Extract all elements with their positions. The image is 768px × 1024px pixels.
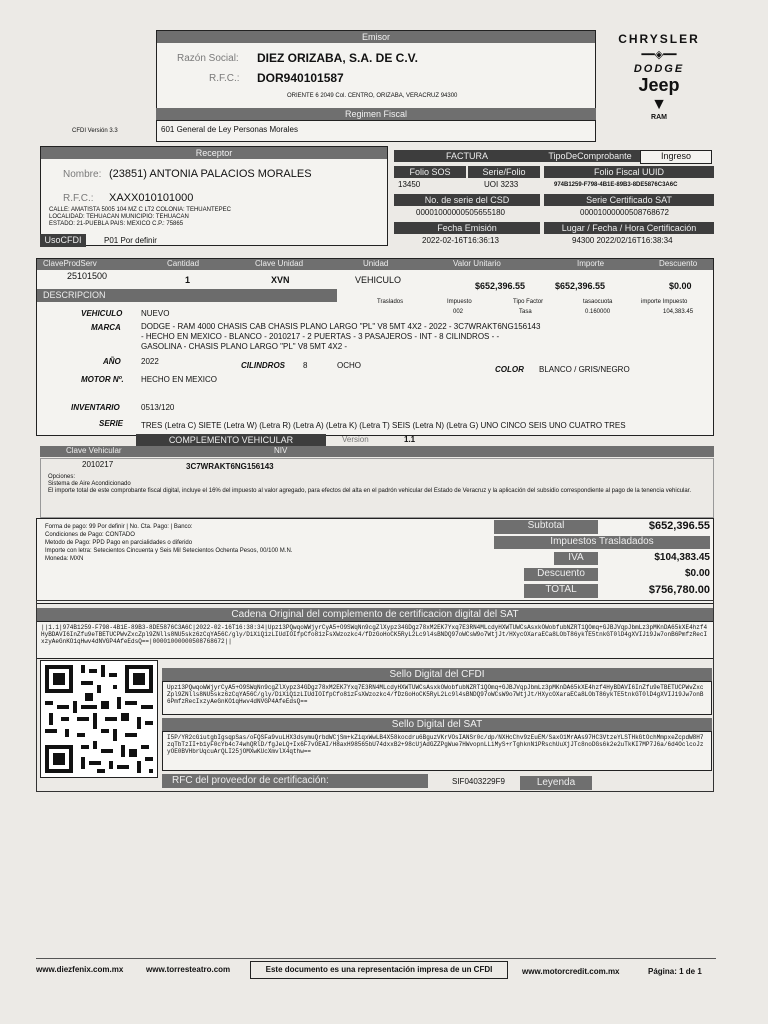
receptor-header: Receptor <box>41 147 387 159</box>
emisor-box <box>156 30 596 112</box>
chrysler-logo: CHRYSLER <box>618 32 700 46</box>
anio-label: AÑO <box>103 357 121 366</box>
leyenda-label: Leyenda <box>520 776 592 790</box>
clave-prod: 25101500 <box>67 271 108 281</box>
tax-tipo-factor: Tasa <box>519 309 532 315</box>
total: $756,780.00 <box>648 584 710 596</box>
emisor-rfc: DOR940101587 <box>257 71 344 85</box>
inventario-label: INVENTARIO <box>71 403 120 412</box>
rfc-proveedor-label: RFC del proveedor de certificación: <box>162 774 428 788</box>
regimen-header: Regimen Fiscal <box>156 108 596 120</box>
tipo-comprobante-label: TipoDeComprobante <box>540 150 640 162</box>
tipo-comprobante: Ingreso <box>640 150 712 164</box>
subtotal-label: Subtotal <box>494 520 598 534</box>
unidad: VEHICULO <box>355 275 402 285</box>
fecha-emision-label: Fecha Emisión <box>394 222 540 234</box>
importe-letra: Importe con letra: Setecientos Cincuenta y Seis Mil Setecientos Ochenta Pesos, 00/100 M.N. <box>45 548 293 554</box>
descripcion-header: DESCRIPCION <box>37 289 337 302</box>
col-descuento: Descuento <box>659 259 698 268</box>
impuestos-header: Impuestos Trasladados <box>494 536 710 549</box>
folio-fiscal-label: Folio Fiscal UUID <box>544 166 714 178</box>
tax-h-importe: importe Impuesto <box>641 299 688 305</box>
sello-sat-box <box>162 718 712 772</box>
cadena-box <box>36 608 714 660</box>
csd: 00001000000505655180 <box>416 208 505 217</box>
sello-cfdi-text: Upz13PQwqoWWjyrCyA5+O9SWqNn9cgZlXypz34GDgz78xM2EK7Yxq7E3RN4MLcdyHXWTUWCsAsxkOWobfubNZRT1QOmq+GJBJVqpJbmLz3pMKnDA65kXE4hzf4HyBDAVI6InZfu9eTBETUCPWvZxcZpl9ZNlls8NU5skz6zCqYA56C/gly/DiXiQ1zLIUdIOIfpCfo81zFsXWzozkc4/fDzGoHoCK5RyL2Lc9l4sBNDQ97oWCsW9o7WtjJt/HXycOXaraECa8LObT86ykTE5tnkGT0lD4gXVIJ19Jw7onB6PmfzRecIxzyAeGnKO1qHwv4dNVGP4AfeEdsQ== <box>162 681 712 715</box>
niv-value: 3C7WRAKT6NG156143 <box>186 462 274 471</box>
tax-h-tasa: tasaocuota <box>583 299 613 305</box>
ram-logo: RAM <box>651 114 667 121</box>
marca-value: DODGE - RAM 4000 CHASIS CAB CHASIS PLANO LARGO "PL" V8 5MT 4X2 - 2022 - 3C7WRAKT6NG156143 - HECHO EN MEXICO - BLANCO - 2010217 - 2 PUERTAS - 3 PASAJEROS - INT - 8 CILINDROS - - GASOLINA - CHASIS PLANO LARGO "PL" V8 5MT 4X2 - <box>141 322 541 351</box>
page-number: Página: 1 de 1 <box>648 967 702 976</box>
sello-cfdi-header: Sello Digital del CFDI <box>162 668 712 681</box>
razon-social: DIEZ ORIZABA, S.A. DE C.V. <box>257 51 418 65</box>
condiciones-pago: Condiciones de Pago: CONTADO <box>45 532 135 538</box>
anio-value: 2022 <box>141 357 159 366</box>
complemento-box <box>36 434 714 518</box>
footer-link-motorcredit[interactable]: www.motorcredit.com.mx <box>522 967 620 976</box>
tax-tasa: 0.160000 <box>585 309 611 315</box>
complemento-header: COMPLEMENTO VEHICULAR <box>136 434 326 446</box>
importe: $652,396.55 <box>555 281 606 291</box>
receptor-nombre: (23851) ANTONIA PALACIOS MORALES <box>109 168 312 180</box>
opciones: Opciones: <box>48 474 76 480</box>
serie-value: TRES (Letra C) SIETE (Letra W) (Letra R) (Letra A) (Letra K) (Letra T) SEIS (Letra N) (Letra G) UNO CINCO SEIS UNO CUATRO TRES <box>141 421 626 430</box>
qr-code-icon <box>41 661 157 777</box>
vehiculo-label: VEHICULO <box>81 309 123 318</box>
uso-cfdi-label: UsoCFDI <box>40 234 86 247</box>
motor-value: HECHO EN MEXICO <box>141 375 218 384</box>
sello-sat-header: Sello Digital del SAT <box>162 718 712 731</box>
tax-h-tipo-factor: Tipo Factor <box>513 299 544 305</box>
emisor-header: Emisor <box>157 31 595 43</box>
receptor-addr1: CALLE: AMATISTA 5005 104 MZ C LT2 COLONIA: TEHUANTEPEC <box>49 207 231 213</box>
folio-sos: 13450 <box>398 180 421 189</box>
serie-folio-label: Serie/Folio <box>468 166 540 178</box>
qr-code <box>40 660 158 778</box>
sello-sat-text: I5P/YR2cGiutgbIgsqpSas/oFQSFa9vuLHX3dsymuQrbdWCjSm+kZiqxWwLB4X58kocdru6BguzVKrVOsIANSr0c/dp/NXHcChv9zEuEM/SaxO1MrAAs97HC3VtzeYLSTHkGtOchMmpxeZcpdW8H7zqTbTzII+b1yF0cYb4c74whQRlD/fgJeLQ+Ix6F7vOEAI/H8axH98565bU74dxxB2+98cUjAdGZZPgWue7HWvopnLLiMyS+rTghknN1PRschUuXjJTc8noDGs6k2e2uTkKI7MP7J6a/6d4OclcoJzyOE0BVHbrUqcuArQLI25jOMXwKUcXmvlX4qthw== <box>162 731 712 771</box>
sistema-aire: Sistema de Aire Acondicionado <box>48 481 131 487</box>
descuento-row: $0.00 <box>669 281 692 291</box>
cadena-header: Cadena Original del complemento de certificacion digital del SAT <box>36 608 714 621</box>
inventario-value: 0513/120 <box>141 403 175 412</box>
descuento-total: $0.00 <box>684 568 710 579</box>
cilindros-num: 8 <box>303 361 308 370</box>
fecha-emision: 2022-02-16T16:36:13 <box>422 236 499 245</box>
col-clave-prod: ClaveProdServ <box>43 259 97 268</box>
brand-logos <box>604 32 714 142</box>
cert-sat-label: Serie Certificado SAT <box>544 194 714 206</box>
factura-box <box>394 150 718 250</box>
serie-folio: UOI 3233 <box>484 180 519 189</box>
niv-label: NIV <box>274 446 288 455</box>
iva: $104,383.45 <box>654 552 710 563</box>
col-valor-unitario: Valor Unitario <box>453 259 501 268</box>
cfdi-version: CFDI Versión 3.3 <box>72 128 118 134</box>
forma-pago: Forma de pago: 99 Por definir | No. Cta. Pago: | Banco: <box>45 524 193 530</box>
descuento-label: Descuento <box>524 568 598 581</box>
col-unidad: Unidad <box>363 259 389 268</box>
footer-link-diezfenix[interactable]: www.diezfenix.com.mx <box>36 965 124 974</box>
clave-vehicular: 2010217 <box>82 460 114 469</box>
receptor-addr3: ESTADO: 21-PUEBLA PAIS: MEXICO C.P.: 75865 <box>49 221 184 227</box>
sello-cfdi-box <box>162 668 712 716</box>
valor-unitario: $652,396.55 <box>475 281 526 291</box>
clave-unidad: XVN <box>271 275 290 285</box>
rfc-proveedor: SIF0403229F9 <box>452 777 505 786</box>
color-value: BLANCO / GRIS/NEGRO <box>539 365 630 374</box>
totales-box <box>494 520 712 604</box>
receptor-rfc: XAXX010101000 <box>109 192 194 204</box>
footer <box>36 958 716 988</box>
tax-importe: 104,383.45 <box>663 309 694 315</box>
cilindros-txt: OCHO <box>337 361 361 370</box>
folio-sos-label: Folio SOS <box>394 166 466 178</box>
tax-impuesto: 002 <box>453 309 464 315</box>
regimen-value: 601 General de Ley Personas Morales <box>156 120 596 142</box>
footer-link-torresteatro[interactable]: www.torresteatro.com <box>146 965 231 974</box>
marca-label: MARCA <box>91 323 121 332</box>
total-label: TOTAL <box>524 584 598 598</box>
csd-label: No. de serie del CSD <box>394 194 540 206</box>
iva-label: IVA <box>554 552 598 565</box>
cadena-text: ||1.1|974B1259-F798-4B1E-89B3-8DE5876C3A6C|2022-02-16T16:38:34|Upz13PQwqoWWjyrCyA5+O9SWqNn9cgZlXypz34GDgz78xM2EK7Yxq7E3RN4MLcdyHXWTUWCsAsxkOWobfubNZRT1QOmq+GJBJVqpJbmLz3pMKnDA65kXE4hzf4HyBDAVI6InZfu9eTBETUCPWvZxcZpl9ZNlls8NU5skz6zCqYA56C/gly/DiXiQ1zLIUdIOIfpCfo81zFsXWzozkc4/fDzGoHoCK5RyL2Lc9l4sBNDQ97oWCsW9o7WtjJt/HXycOXaraECa8LObT86ykTE5tnkGT0lD4gXVIJ19Jw7onB6PmfzRecIxzyAeGnKO1qHwv4dNVGP4AfeEdsQ==|00001000000508768672|| <box>36 621 714 659</box>
leyenda-iva: El importe total de este comprobante fiscal digital, incluye el 16% del impuesto al valor agregado, para efectos del alta en el padrón vehicular del Estado de Veracruz y la aplicación del subsidio correspondiente al pago de la tenencia vehicular. <box>48 488 692 494</box>
col-importe: Importe <box>577 259 605 268</box>
folio-fiscal: 974B1259-F798-4B1E-89B3-8DE5876C3A6C <box>554 182 678 188</box>
concepto-box <box>36 258 714 436</box>
subtotal: $652,396.55 <box>648 520 710 532</box>
metodo-pago: Metodo de Pago: PPD Pago en parcialidades o diferido <box>45 540 193 546</box>
cantidad: 1 <box>185 275 191 285</box>
col-cantidad: Cantidad <box>167 259 200 268</box>
lugar-fecha-label: Lugar / Fecha / Hora Certificación <box>544 222 714 234</box>
jeep-logo: Jeep <box>638 75 680 95</box>
moneda: Moneda: MXN <box>45 556 84 562</box>
version-label: Version <box>342 435 369 444</box>
emisor-rfc-label: R.F.C.: <box>209 73 240 84</box>
clave-vehicular-label: Clave Vehicular <box>66 446 122 455</box>
uso-cfdi: P01 Por definir <box>104 236 157 245</box>
receptor-rfc-label: R.F.C.: <box>63 193 94 204</box>
color-label: COLOR <box>495 365 524 374</box>
ram-head-icon: ▼ <box>651 96 667 113</box>
cert-sat: 00001000000508768672 <box>580 208 669 217</box>
factura-header: FACTURA <box>394 150 540 162</box>
receptor-addr2: LOCALIDAD: TEHUACAN MUNICIPIO: TEHUACAN <box>49 214 189 220</box>
dodge-logo: DODGE <box>633 63 685 75</box>
motor-label: MOTOR Nº. <box>81 375 124 384</box>
serie-label: SERIE <box>99 419 124 428</box>
footer-notice: Este documento es una representación impresa de un CFDI <box>250 961 508 979</box>
emisor-address: ORIENTE 6 2049 Col. CENTRO, ORIZABA, VERACRUZ 94300 <box>287 93 458 99</box>
lugar-fecha: 94300 2022/02/16T16:38:34 <box>572 236 673 245</box>
tax-h-traslados: Traslados <box>377 299 404 305</box>
tax-h-impuesto: Impuesto <box>447 299 472 305</box>
cilindros-label: CILINDROS <box>241 361 285 370</box>
vehiculo-value: NUEVO <box>141 309 170 318</box>
razon-social-label: Razón Social: <box>177 53 239 64</box>
nombre-label: Nombre: <box>63 169 102 180</box>
version-value: 1.1 <box>404 435 416 444</box>
col-clave-unidad: Clave Unidad <box>255 259 304 268</box>
receptor-box <box>40 146 388 246</box>
chrysler-wings-icon: ━━◈━━ <box>641 49 677 61</box>
